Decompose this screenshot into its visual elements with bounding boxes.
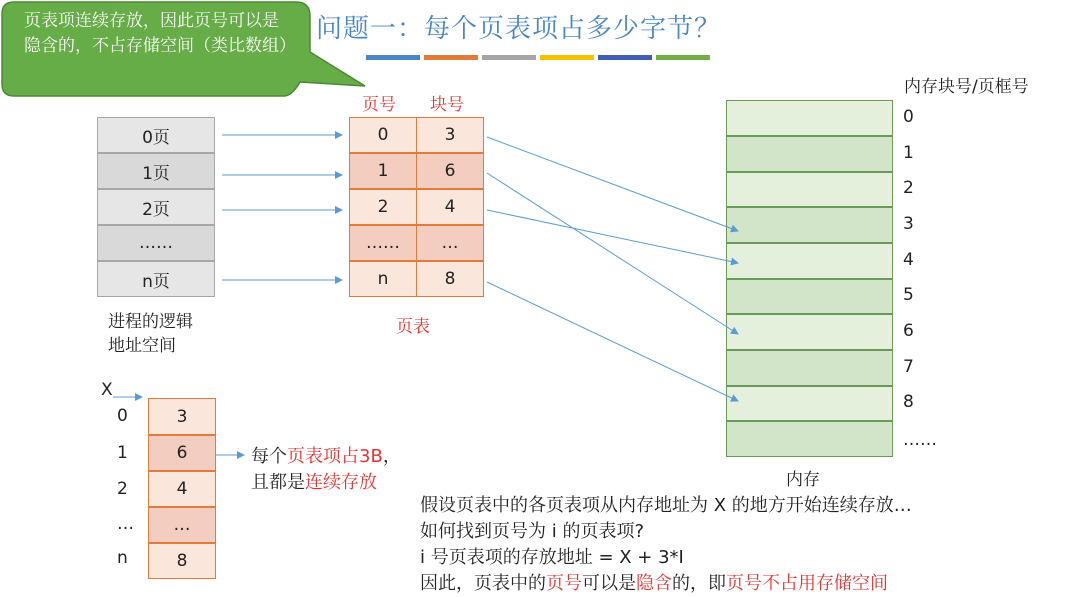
logic-caption-line1: 进程的逻辑 — [108, 312, 193, 332]
memory-index: 4 — [903, 250, 914, 270]
page-number-header: 页号 — [362, 95, 396, 115]
memory-index: …… — [903, 430, 937, 450]
pt-block-cell: 4 — [416, 189, 484, 225]
memory-index: 8 — [903, 392, 914, 412]
arrow-block6 — [487, 173, 738, 334]
x-table-cell: … — [148, 507, 216, 543]
expl-text: 的，即 — [672, 573, 726, 594]
x-note — [251, 444, 401, 496]
pt-page-cell: n — [349, 261, 417, 297]
note-text: 且都是 — [251, 472, 305, 493]
logic-row: …… — [97, 225, 215, 261]
note-highlight: 连续存放 — [305, 472, 377, 493]
logic-row: n页 — [97, 261, 215, 297]
pt-page-cell: …… — [349, 225, 417, 261]
memory-index: 2 — [903, 178, 914, 198]
logic-row: 2页 — [97, 189, 215, 225]
x-index: … — [117, 514, 134, 534]
pt-block-cell: 8 — [416, 261, 484, 297]
x-index: n — [117, 548, 128, 568]
arrow-block8 — [487, 282, 738, 401]
note-text: 每个 — [251, 446, 287, 467]
memory-caption: 内存 — [786, 470, 820, 490]
x-table-cell: 3 — [148, 398, 216, 435]
arrow-block3 — [487, 137, 738, 231]
pt-block-cell: 3 — [416, 117, 484, 153]
arrow-block4 — [487, 210, 738, 263]
logic-caption-line2: 地址空间 — [108, 336, 176, 356]
memory-header: 内存块号/页框号 — [904, 77, 1029, 97]
explanation-line2: 如何找到页号为 i 的页表项? — [420, 521, 644, 542]
x-table-cell: 8 — [148, 543, 216, 579]
pt-block-cell: … — [416, 225, 484, 261]
memory-index: 5 — [903, 285, 914, 305]
explanation-line1: 假设页表中的各页表项从内存地址为 X 的地方开始连续存放… — [420, 495, 912, 516]
memory-index: 6 — [903, 321, 914, 341]
expl-text: 因此，页表中的 — [420, 573, 546, 594]
pt-page-cell: 1 — [349, 153, 417, 189]
expl-highlight: 页号不占用存储空间 — [726, 573, 888, 594]
memory-index: 1 — [903, 143, 914, 163]
block-number-header: 块号 — [430, 95, 464, 115]
memory-index: 7 — [903, 357, 914, 377]
pt-block-cell: 6 — [416, 153, 484, 189]
memory-index: 0 — [903, 107, 914, 127]
note-text: ， — [382, 446, 401, 467]
memory-index: 3 — [903, 214, 914, 234]
x-note-line1 — [251, 444, 401, 470]
pt-page-cell: 2 — [349, 189, 417, 225]
note-highlight: 页表项占3B — [287, 446, 383, 467]
explanation — [420, 493, 912, 597]
x-table-cell: 4 — [148, 471, 216, 507]
x-index: 1 — [117, 443, 128, 463]
callout-text: 页表项连续存放，因此页号可以是隐含的，不占存储空间（类比数组） — [24, 11, 296, 56]
x-label: X — [101, 380, 113, 400]
expl-highlight: 页号 — [546, 573, 582, 594]
expl-highlight: 隐含 — [636, 573, 672, 594]
page-title: 问题一：每个页表项占多少字节？ — [316, 14, 722, 44]
logic-row: 1页 — [97, 153, 215, 189]
x-index: 2 — [117, 479, 128, 499]
page-table-caption: 页表 — [396, 317, 430, 337]
pt-page-cell: 0 — [349, 117, 417, 153]
expl-text: 可以是 — [582, 573, 636, 594]
x-note-line2 — [251, 470, 401, 496]
explanation-line4 — [420, 571, 912, 597]
logic-row: 0页 — [97, 117, 215, 153]
explanation-line3: i 号页表项的存放地址 = X + 3*I — [420, 547, 684, 568]
x-table-cell: 6 — [148, 435, 216, 471]
x-index: 0 — [117, 406, 128, 426]
